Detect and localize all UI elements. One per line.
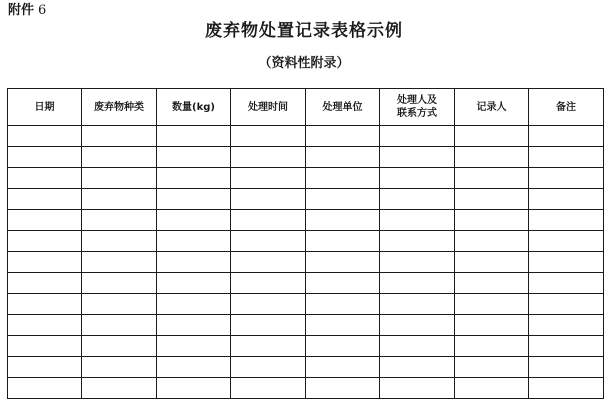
table-cell xyxy=(231,126,306,147)
table-cell xyxy=(306,189,380,210)
table-cell xyxy=(82,189,157,210)
table-cell xyxy=(306,126,380,147)
table-cell xyxy=(306,147,380,168)
table-cell xyxy=(8,294,82,315)
table-cell xyxy=(231,252,306,273)
table-cell xyxy=(529,273,604,294)
table-cell xyxy=(529,336,604,357)
table-cell xyxy=(455,126,529,147)
table-cell xyxy=(8,357,82,378)
table-cell xyxy=(231,189,306,210)
table-cell xyxy=(8,231,82,252)
table-cell xyxy=(306,294,380,315)
header-date: 日期 xyxy=(8,89,82,126)
table-cell xyxy=(380,168,455,189)
table-cell xyxy=(306,336,380,357)
table-cell xyxy=(231,336,306,357)
table-cell xyxy=(157,378,231,399)
table-cell xyxy=(380,210,455,231)
header-handler-contact xyxy=(380,89,455,126)
attachment-number: 6 xyxy=(38,3,47,18)
table-cell xyxy=(529,126,604,147)
table-cell xyxy=(455,294,529,315)
table-row xyxy=(8,210,604,231)
table-cell xyxy=(82,315,157,336)
table-cell xyxy=(380,378,455,399)
table-cell xyxy=(455,273,529,294)
table-cell xyxy=(8,315,82,336)
table-cell xyxy=(455,231,529,252)
header-handler-contact-line1: 处理人及 xyxy=(397,95,437,106)
table-cell xyxy=(157,168,231,189)
table-cell xyxy=(306,273,380,294)
header-remarks: 备注 xyxy=(529,89,604,126)
table-cell xyxy=(455,336,529,357)
table-cell xyxy=(82,273,157,294)
table-cell xyxy=(82,147,157,168)
table-cell xyxy=(8,252,82,273)
table-cell xyxy=(380,294,455,315)
table-cell xyxy=(8,147,82,168)
table-cell xyxy=(529,189,604,210)
table-row xyxy=(8,168,604,189)
table-cell xyxy=(157,189,231,210)
table-cell xyxy=(82,231,157,252)
table-cell xyxy=(157,273,231,294)
table-cell xyxy=(306,231,380,252)
table-header-row xyxy=(8,89,604,126)
table-cell xyxy=(231,147,306,168)
table-cell xyxy=(380,336,455,357)
table-cell xyxy=(157,252,231,273)
table-cell xyxy=(231,168,306,189)
header-waste-type: 废弃物种类 xyxy=(82,89,157,126)
table-cell xyxy=(8,189,82,210)
table-cell xyxy=(82,294,157,315)
table-cell xyxy=(82,336,157,357)
table-cell xyxy=(529,378,604,399)
table-cell xyxy=(380,147,455,168)
table-cell xyxy=(8,168,82,189)
header-handling-unit: 处理单位 xyxy=(306,89,380,126)
table-cell xyxy=(380,126,455,147)
document-title: 废弃物处置记录表格示例 xyxy=(205,21,403,41)
table-row xyxy=(8,147,604,168)
table-cell xyxy=(529,357,604,378)
table-row xyxy=(8,273,604,294)
table-row xyxy=(8,315,604,336)
table-cell xyxy=(529,210,604,231)
table-cell xyxy=(8,378,82,399)
table-cell xyxy=(157,294,231,315)
table-cell xyxy=(380,231,455,252)
attachment-word: 附件 xyxy=(8,3,35,18)
table-row xyxy=(8,252,604,273)
table-cell xyxy=(529,294,604,315)
table-row xyxy=(8,357,604,378)
table-cell xyxy=(529,231,604,252)
table-cell xyxy=(231,378,306,399)
table-cell xyxy=(306,252,380,273)
table-body xyxy=(8,126,604,399)
table-cell xyxy=(455,210,529,231)
table-cell xyxy=(8,336,82,357)
table-cell xyxy=(231,315,306,336)
table-cell xyxy=(157,210,231,231)
table-cell xyxy=(8,126,82,147)
table-cell xyxy=(529,252,604,273)
table-cell xyxy=(455,189,529,210)
table-cell xyxy=(82,210,157,231)
table-cell xyxy=(231,231,306,252)
table-row xyxy=(8,378,604,399)
table-cell xyxy=(455,147,529,168)
table-cell xyxy=(82,126,157,147)
disposal-record-table xyxy=(7,88,604,399)
table-cell xyxy=(455,168,529,189)
table-row xyxy=(8,126,604,147)
table-row xyxy=(8,294,604,315)
table-cell xyxy=(157,315,231,336)
table-cell xyxy=(157,336,231,357)
header-handling-time: 处理时间 xyxy=(231,89,306,126)
table-cell xyxy=(306,378,380,399)
table-cell xyxy=(380,252,455,273)
table-cell xyxy=(157,126,231,147)
table-cell xyxy=(455,357,529,378)
table-cell xyxy=(82,168,157,189)
table-cell xyxy=(455,252,529,273)
table-cell xyxy=(529,168,604,189)
table-row xyxy=(8,231,604,252)
document-subtitle: （资料性附录） xyxy=(258,56,350,71)
header-handler-contact-line2: 联系方式 xyxy=(397,108,437,119)
table-cell xyxy=(231,357,306,378)
table-row xyxy=(8,336,604,357)
table-cell xyxy=(529,147,604,168)
table-cell xyxy=(529,315,604,336)
table-cell xyxy=(455,378,529,399)
table-cell xyxy=(82,357,157,378)
table-cell xyxy=(157,147,231,168)
table-cell xyxy=(157,357,231,378)
table-cell xyxy=(380,189,455,210)
table-cell xyxy=(306,315,380,336)
table-cell xyxy=(157,231,231,252)
table-cell xyxy=(306,357,380,378)
table-cell xyxy=(231,210,306,231)
table-cell xyxy=(380,315,455,336)
header-recorder: 记录人 xyxy=(455,89,529,126)
table-row xyxy=(8,189,604,210)
table-cell xyxy=(8,210,82,231)
table-cell xyxy=(82,378,157,399)
attachment-label xyxy=(8,3,46,19)
table-cell xyxy=(306,210,380,231)
table-cell xyxy=(231,294,306,315)
header-quantity: 数量(kg) xyxy=(157,89,231,126)
table-cell xyxy=(380,273,455,294)
table-cell xyxy=(306,168,380,189)
table-cell xyxy=(82,252,157,273)
table-cell xyxy=(455,315,529,336)
table-cell xyxy=(231,273,306,294)
table-cell xyxy=(380,357,455,378)
table-cell xyxy=(8,273,82,294)
